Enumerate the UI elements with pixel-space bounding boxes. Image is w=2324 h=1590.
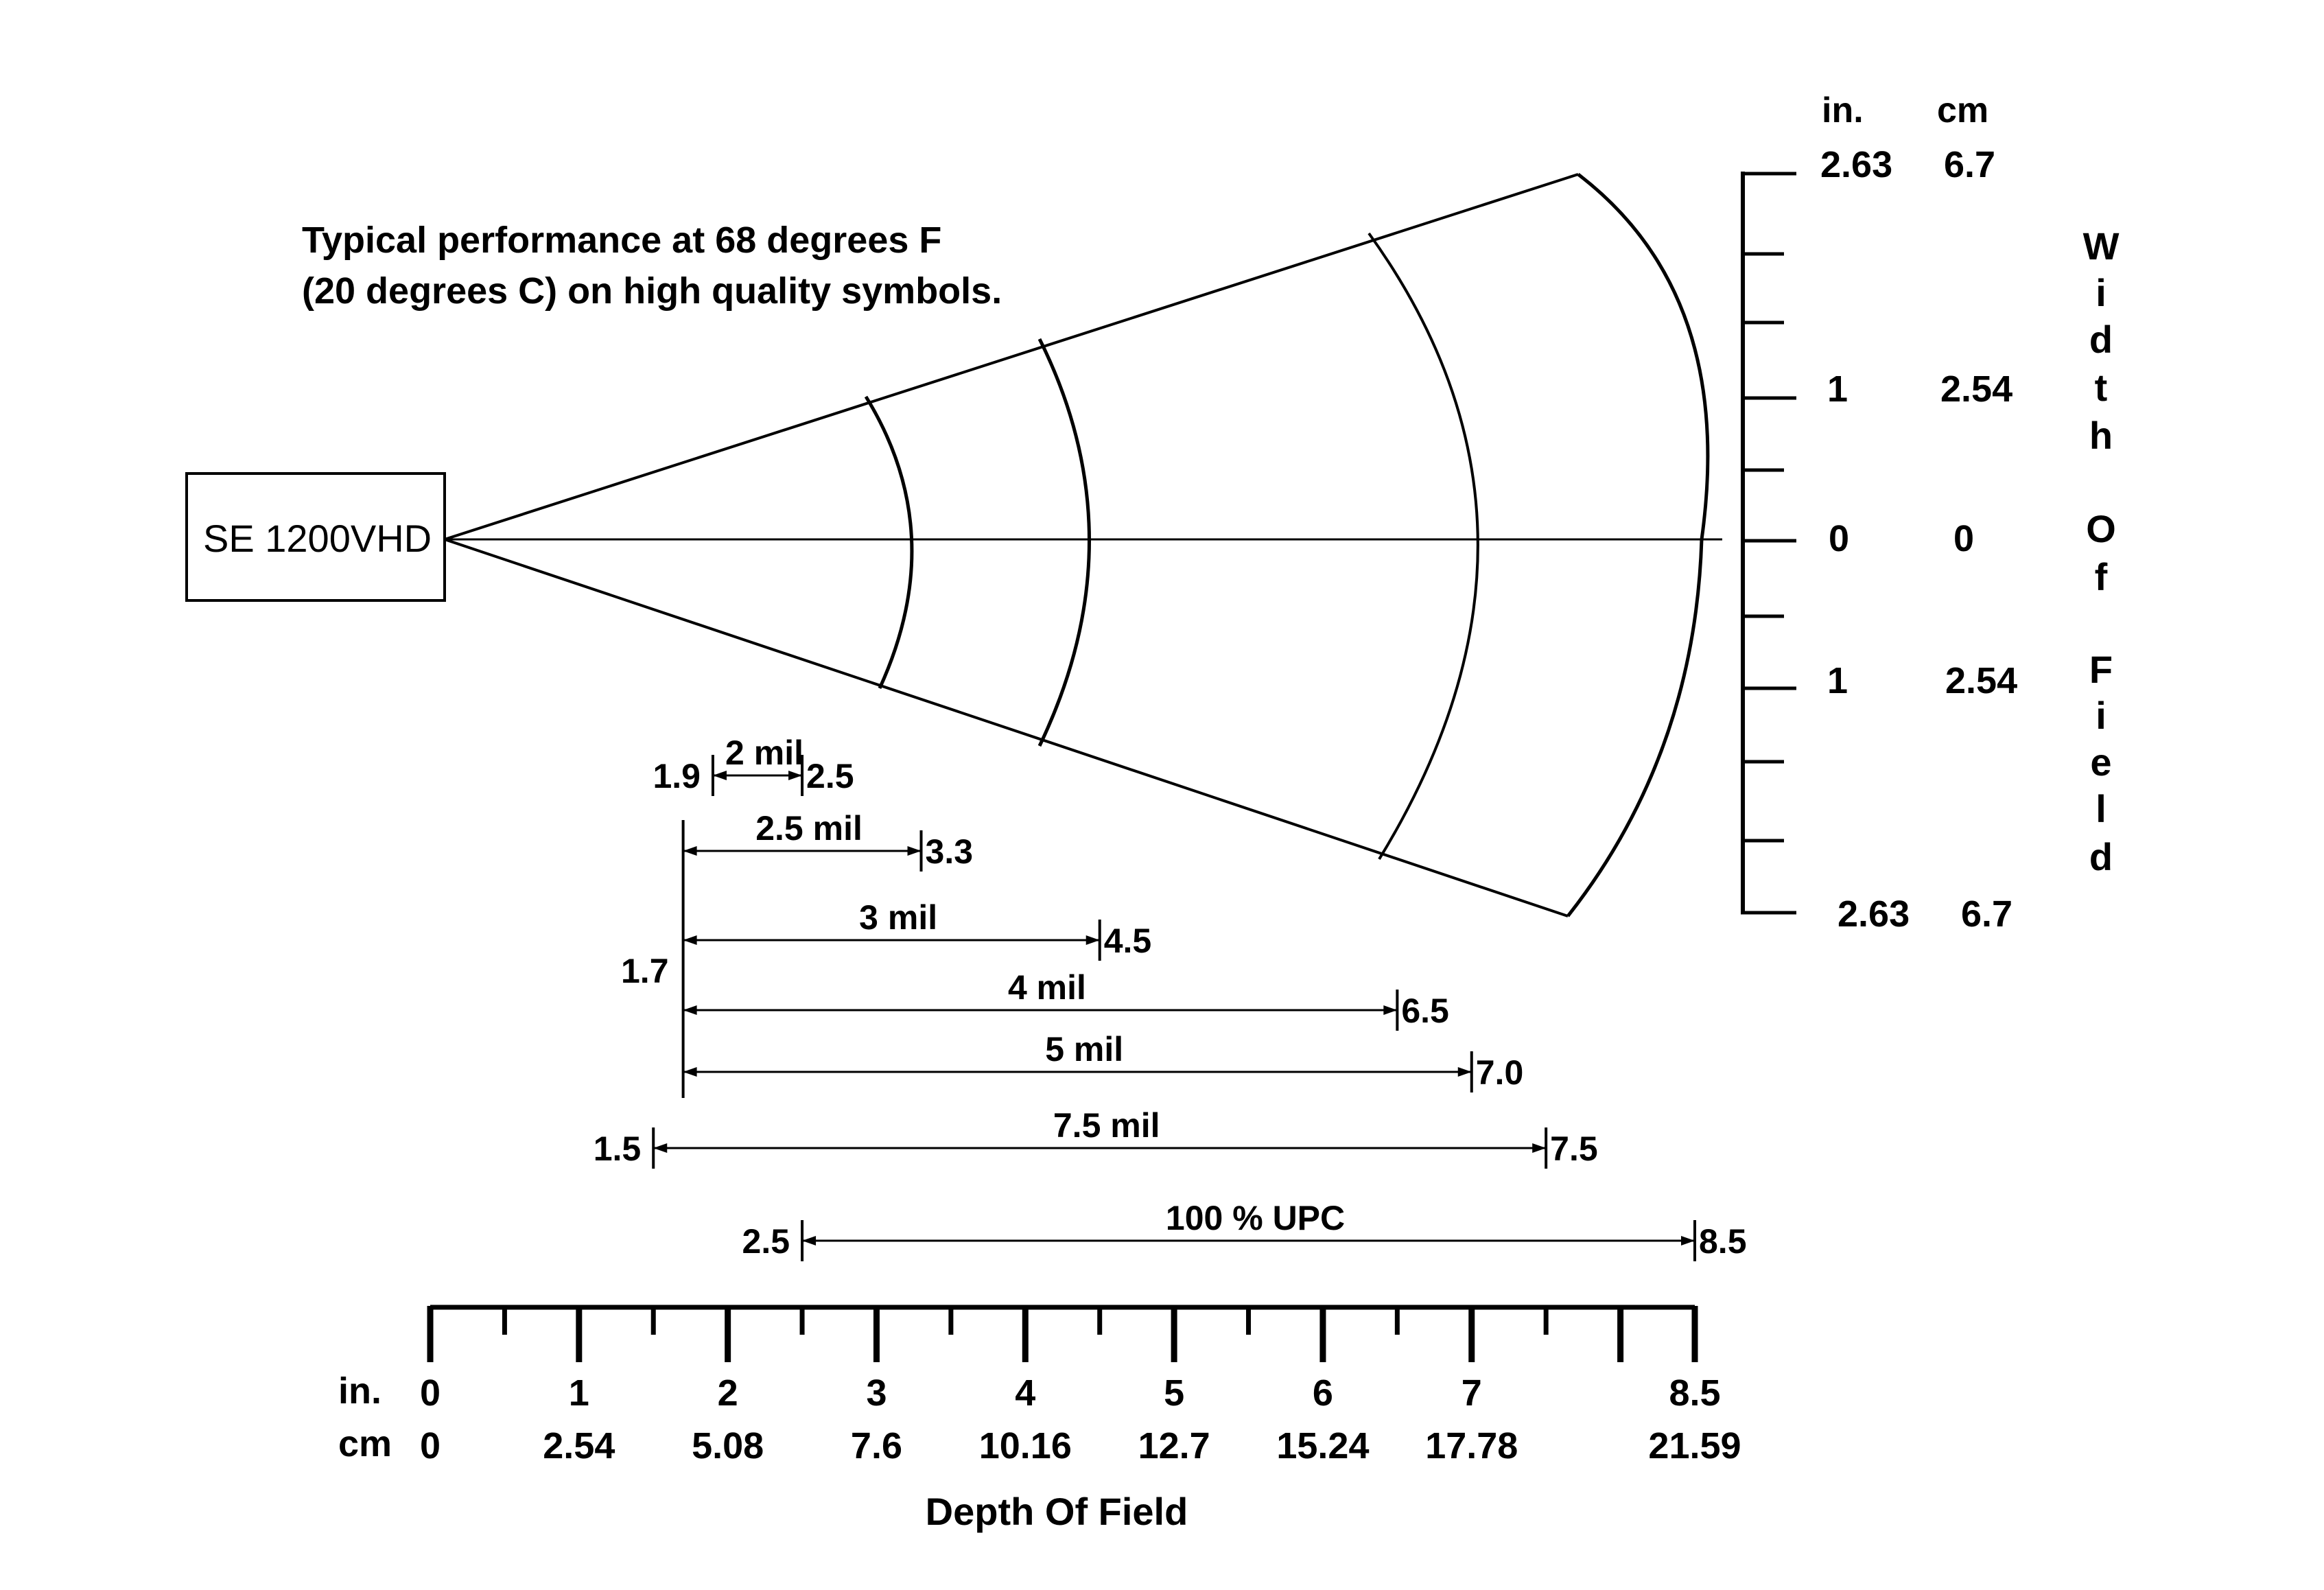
width-title-letter: i: [2096, 271, 2106, 314]
width-title-letter: W: [2082, 224, 2120, 268]
width-axis-title: [2083, 224, 2120, 878]
width-title-letter: d: [2089, 835, 2113, 878]
range-bar: [683, 968, 1449, 1031]
range-arrow-left: [802, 1236, 816, 1246]
width-title-letter: i: [2096, 694, 2106, 737]
width-title-letter: F: [2089, 648, 2113, 691]
range-label: 2 mil: [725, 734, 803, 772]
range-arrow-right: [788, 771, 802, 780]
range-arrow-left: [683, 1005, 697, 1015]
range-bar: [683, 1030, 1524, 1092]
field-arc-2: [1040, 339, 1090, 746]
field-arc-1: [866, 397, 912, 688]
field-arc-4: [1568, 174, 1708, 916]
range-label: 4 mil: [1007, 968, 1086, 1007]
width-label-in: 1: [1827, 660, 1848, 701]
width-title-letter: l: [2096, 787, 2106, 830]
width-title-letter: h: [2089, 414, 2113, 457]
range-bar: [653, 734, 854, 796]
width-label-in: 1: [1827, 369, 1848, 410]
range-arrow-right: [1681, 1236, 1695, 1246]
width-title-letter: d: [2089, 318, 2113, 361]
range-end-label: 7.0: [1475, 1053, 1524, 1092]
depth-cm-label: 15.24: [1276, 1425, 1370, 1466]
width-unit-in: in.: [1822, 91, 1864, 130]
range-end-label: 4.5: [1103, 922, 1152, 960]
width-label-in: 2.63: [1820, 144, 1893, 185]
width-label-cm: 0: [1953, 518, 1975, 559]
width-axis: [1741, 91, 2120, 935]
depth-in-label: 4: [1015, 1372, 1036, 1414]
range-start-label: 1.5: [593, 1130, 642, 1168]
range-bar: [594, 1106, 1598, 1169]
range-end-label: 8.5: [1699, 1222, 1747, 1261]
note-line-1: Typical performance at 68 degrees F: [302, 220, 942, 261]
width-label-cm: 2.54: [1940, 369, 2013, 410]
note-line-2: (20 degrees C) on high quality symbols.: [302, 270, 1002, 312]
width-title-letter: O: [2086, 507, 2116, 550]
depth-cm-label: 2.54: [543, 1425, 615, 1466]
range-arrow-left: [683, 1067, 697, 1077]
field-arc-3: [1369, 233, 1478, 859]
range-bar: [683, 809, 973, 872]
depth-cm-label: 0: [419, 1425, 441, 1466]
field-lower-edge: [445, 539, 1568, 916]
range-end-label: 7.5: [1550, 1130, 1598, 1168]
depth-in-label: 1: [568, 1372, 589, 1414]
range-end-label: 2.5: [806, 757, 854, 795]
depth-cm-label: 5.08: [692, 1425, 764, 1466]
width-title-letter: t: [2094, 366, 2108, 409]
range-bars: [594, 734, 1747, 1261]
range-arrow-left: [713, 771, 727, 780]
range-start-label: 1.9: [653, 757, 701, 795]
range-arrow-left: [683, 846, 697, 856]
width-title-letter: e: [2090, 740, 2112, 784]
depth-cm-label: 12.7: [1138, 1425, 1210, 1466]
depth-in-label: 7: [1461, 1372, 1482, 1414]
range-arrow-right: [908, 846, 922, 856]
range-label: 7.5 mil: [1053, 1106, 1160, 1145]
depth-in-label: 2: [717, 1372, 738, 1414]
range-bar: [683, 898, 1152, 961]
depth-cm-label: 10.16: [978, 1425, 1072, 1466]
depth-axis: [420, 1306, 1741, 1466]
width-title-letter: f: [2094, 555, 2108, 598]
range-start-label: 2.5: [742, 1222, 790, 1261]
range-label: 5 mil: [1045, 1030, 1124, 1068]
depth-in-label: 6: [1312, 1372, 1333, 1414]
depth-in-label: 5: [1164, 1372, 1185, 1414]
range-arrow-right: [1383, 1005, 1397, 1015]
depth-in-label: 8.5: [1669, 1372, 1721, 1414]
range-arrow-left: [653, 1143, 667, 1153]
width-label-cm: 2.54: [1945, 660, 2018, 701]
range-bar: [742, 1199, 1747, 1261]
depth-axis-title: Depth Of Field: [925, 1490, 1188, 1533]
depth-cm-label: 21.59: [1648, 1425, 1741, 1466]
width-label-cm: 6.7: [1944, 144, 1996, 185]
range-arrow-right: [1532, 1143, 1546, 1153]
width-label-in: 2.63: [1838, 893, 1910, 935]
depth-unit-cm: cm: [338, 1423, 392, 1464]
depth-in-label: 3: [866, 1372, 887, 1414]
width-label-in: 0: [1829, 518, 1850, 559]
range-arrow-left: [683, 935, 697, 945]
shared-start-label: 1.7: [621, 952, 669, 990]
range-label: 3 mil: [859, 898, 938, 937]
depth-in-label: 0: [419, 1372, 441, 1414]
range-label: 2.5 mil: [755, 809, 862, 847]
range-arrow-right: [1086, 935, 1100, 945]
depth-cm-label: 7.6: [850, 1425, 903, 1466]
range-end-label: 6.5: [1401, 992, 1449, 1030]
range-arrow-right: [1458, 1067, 1472, 1077]
range-end-label: 3.3: [925, 832, 974, 871]
width-unit-cm: cm: [1937, 91, 1989, 130]
scanner-label: SE 1200VHD: [203, 517, 432, 560]
range-label: 100 % UPC: [1165, 1199, 1346, 1237]
depth-cm-label: 17.78: [1425, 1425, 1518, 1466]
depth-unit-in: in.: [338, 1370, 382, 1412]
width-label-cm: 6.7: [1961, 893, 2013, 935]
